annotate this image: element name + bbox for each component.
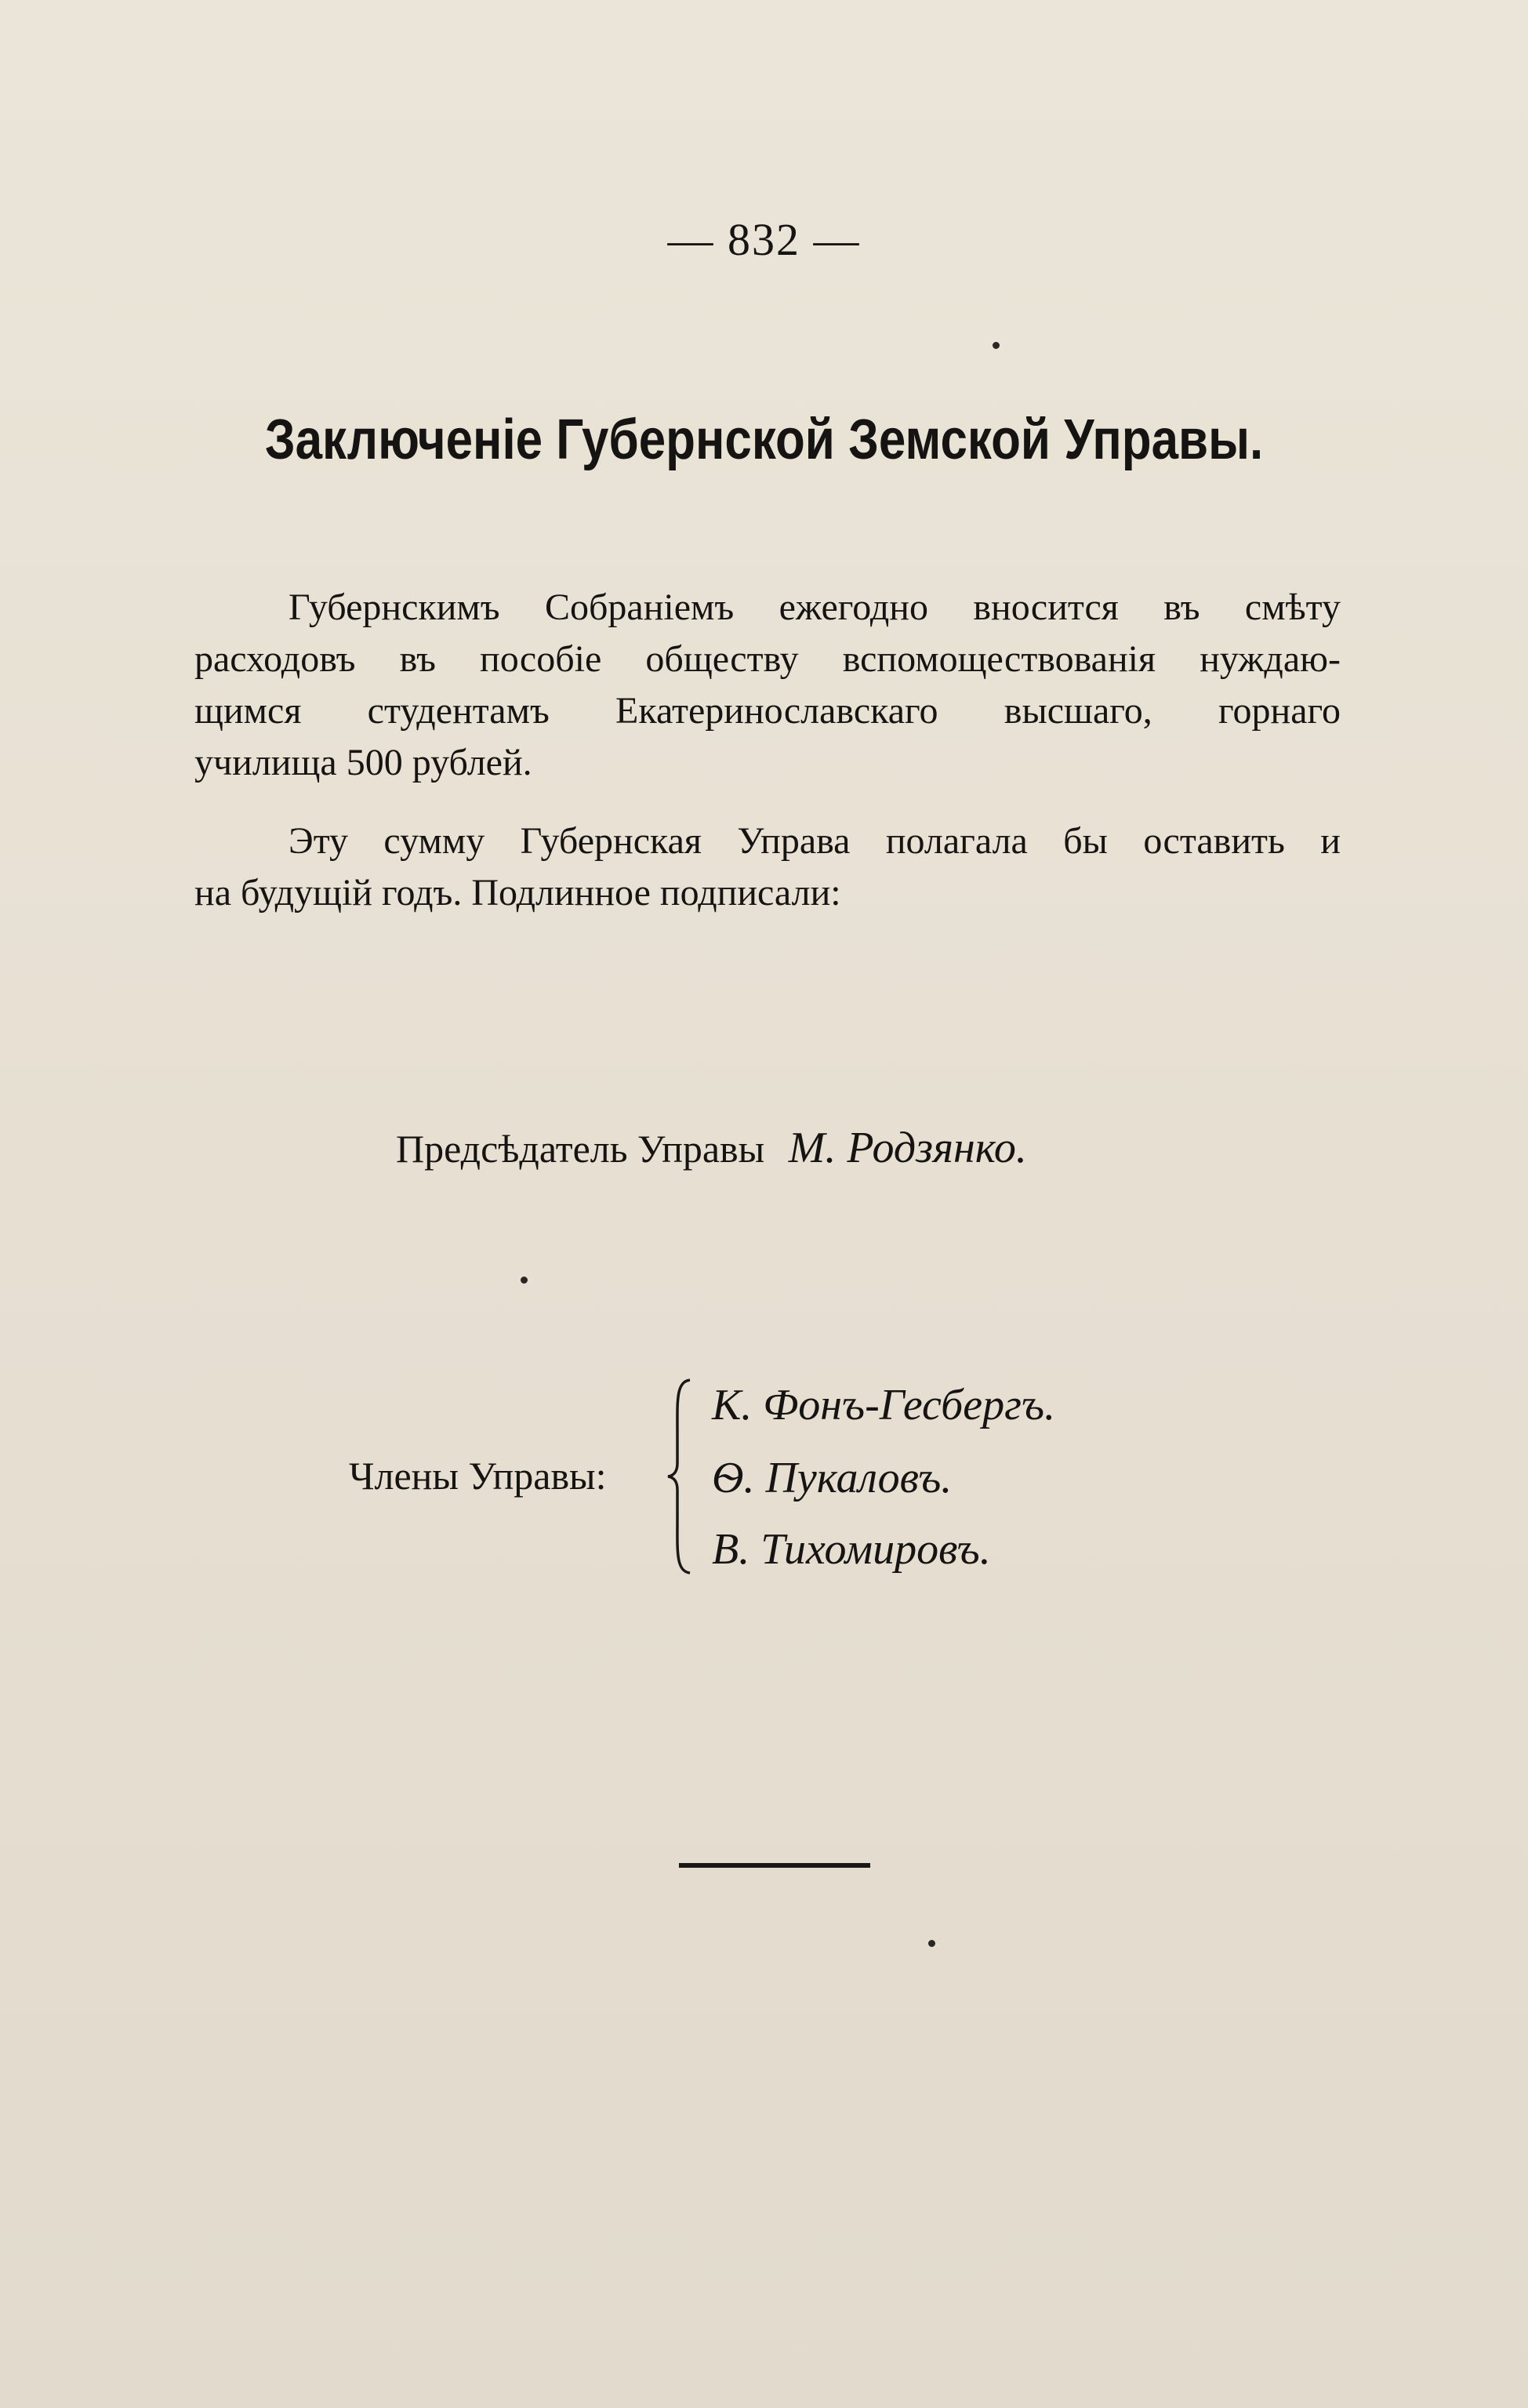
paragraph-2-line-2: на будущій годъ. Подлинное подписали: — [194, 872, 841, 913]
page-number: — 832 — — [667, 214, 861, 265]
paragraph-1-line-2: расходовъ въ пособіе обществу вспомоществованія нуждаю- — [194, 638, 1341, 680]
paragraph-1-line-4: училища 500 рублей. — [194, 742, 532, 783]
ink-speck — [521, 1277, 528, 1284]
chairman-signature: М. Родзянко. — [788, 1124, 1027, 1172]
member-signature-1: К. Фонъ-Гесбергъ. — [712, 1381, 1056, 1429]
members-label: Члены Управы: — [349, 1454, 607, 1498]
member-signature-3: В. Тихомировъ. — [712, 1525, 991, 1574]
document-title: Заключеніе Губернской Земской Управы. — [264, 409, 1264, 471]
ink-speck — [928, 1940, 935, 1947]
closing-rule — [679, 1863, 870, 1868]
ink-speck — [993, 342, 1000, 349]
paragraph-1-line-3: щимся студентамъ Екатеринославскаго высшаго, горнаго — [194, 690, 1341, 732]
paragraph-2-line-1: Эту сумму Губернская Управа полагала бы оставить и — [289, 820, 1341, 862]
paragraph-1-line-1: Губернскимъ Собраніемъ ежегодно вносится въ смѣту — [289, 587, 1341, 628]
curly-brace-icon — [665, 1378, 696, 1574]
chairman-label: Предсѣдатель Управы — [396, 1127, 765, 1171]
member-signature-2: Ѳ. Пукаловъ. — [712, 1454, 953, 1502]
chairman-line — [396, 1123, 1027, 1173]
